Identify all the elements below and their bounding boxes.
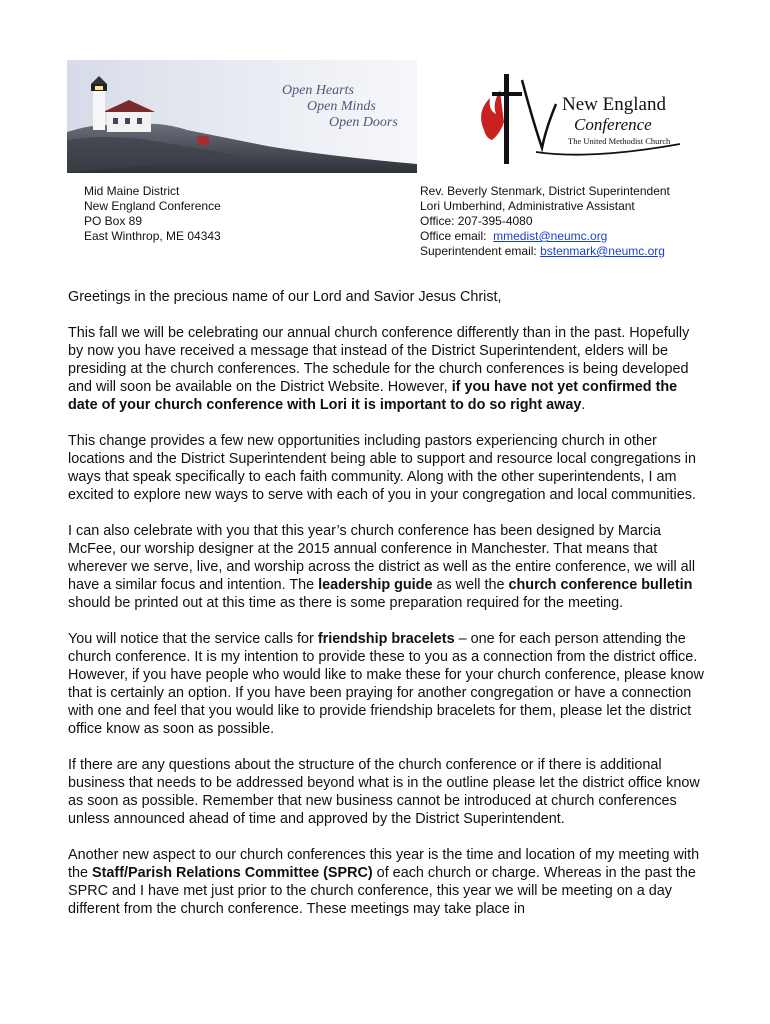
district-address [84,184,221,244]
office-email-row [420,229,670,244]
office-email-label: Office email: [420,229,494,243]
logo-title-line2: Conference [574,115,652,134]
bold-emphasis: if you have not yet confirmed the date of your church conference with Lori it is important to do so right away [68,379,678,413]
address-line: PO Box 89 [84,214,143,228]
paragraph-3: I can also celebrate with you that this year’s church conference has been designed by Marcia McFee, our worship designer at the 2015 annual conference in Manchester. That means that wherever we serve, live, and worship across the district as well as the entire conference, we will all have a similar focus and intention. The leadership guide as well the church conference bulletin should be printed out at this time as there is some preparation required for the meeting. [68,523,696,611]
address-line: East Winthrop, ME 04343 [84,229,221,243]
address-line: New England Conference [84,199,221,213]
banner-line-1: Open Hearts [282,83,354,98]
paragraph-6: Another new aspect to our church conferences this year is the time and location of my meeting with the Staff/Parish Relations Committee (SPRC) of each church or charge. Whereas in the past the SPRC and I have met just prior to the church conference, this year we will be meeting on a day different from the church conference. These meetings may take place in [68,847,700,917]
address-line: Mid Maine District [84,184,180,198]
assistant-name: Lori Umberhind, Administrative Assistant [420,199,635,213]
paragraph-5: If there are any questions about the structure of the church conference or if there is additional business that needs to be addressed beyond what is in the outline please let the district office know as soon as possible. Remember that new business cannot be introduced at church conferences unless announced ahead of time and approved by the District Superintendent. [68,757,700,827]
conference-logo [470,68,700,168]
flame-icon [481,90,504,140]
logo-subtitle: The United Methodist Church [568,136,671,146]
friendship-bracelets: friendship bracelets [317,631,455,647]
contact-info [420,184,670,259]
superintendent-email-label: Superintendent email: [420,244,541,258]
paragraph-4: You will notice that the service calls for friendship bracelets – one for each person attending the church conference. It is my intention to provide these to you as a connection from the district office. However, if you have people who would like to make these for your church conference, please know that is certainly an option. If you have been praying for another congregation or have a connection with one and feel that you would like to provide friendship bracelets for them, please let the district office know as soon as possible. [68,631,704,737]
cross-icon [504,74,509,164]
paragraph-1: This fall we will be celebrating our annual church conference differently than in the past. Hopefully by now you have received a message that instead of the District Superintendent, elders will be presiding at the church conferences. The schedule for the church conferences is being developed and will soon be available on the District Website. However, if you have not yet confirmed the date of your church conference with Lori it is important to do so right away. [68,325,690,413]
church-conference-bulletin: church conference bulletin [508,577,693,593]
superintendent-email-row [420,244,670,259]
header-banner [67,60,417,173]
superintendent-name: Rev. Beverly Stenmark, District Superintendent [420,184,670,198]
banner-line-2: Open Minds [307,99,376,114]
sprc-committee: Staff/Parish Relations Committee (SPRC) [92,865,373,881]
superintendent-email-link[interactable]: bstenmark@neumc.org [540,244,665,258]
letter-body [68,288,708,936]
office-phone: Office: 207-395-4080 [420,214,533,228]
office-email-link[interactable]: mmedist@neumc.org [493,229,608,243]
logo-title-line1: New England [562,94,666,115]
greeting: Greetings in the precious name of our Lord and Savior Jesus Christ, [68,289,502,305]
banner-line-3: Open Doors [329,115,398,130]
paragraph-2: This change provides a few new opportunities including pastors experiencing church in other locations and the District Superintendent being able to support and resource local congregations in ways that speak specifically to each faith community. Along with the other superintendents, I am excited to explore new ways to serve with each of you in your congregation and local communities. [68,433,696,503]
leadership-guide: leadership guide [318,577,433,593]
